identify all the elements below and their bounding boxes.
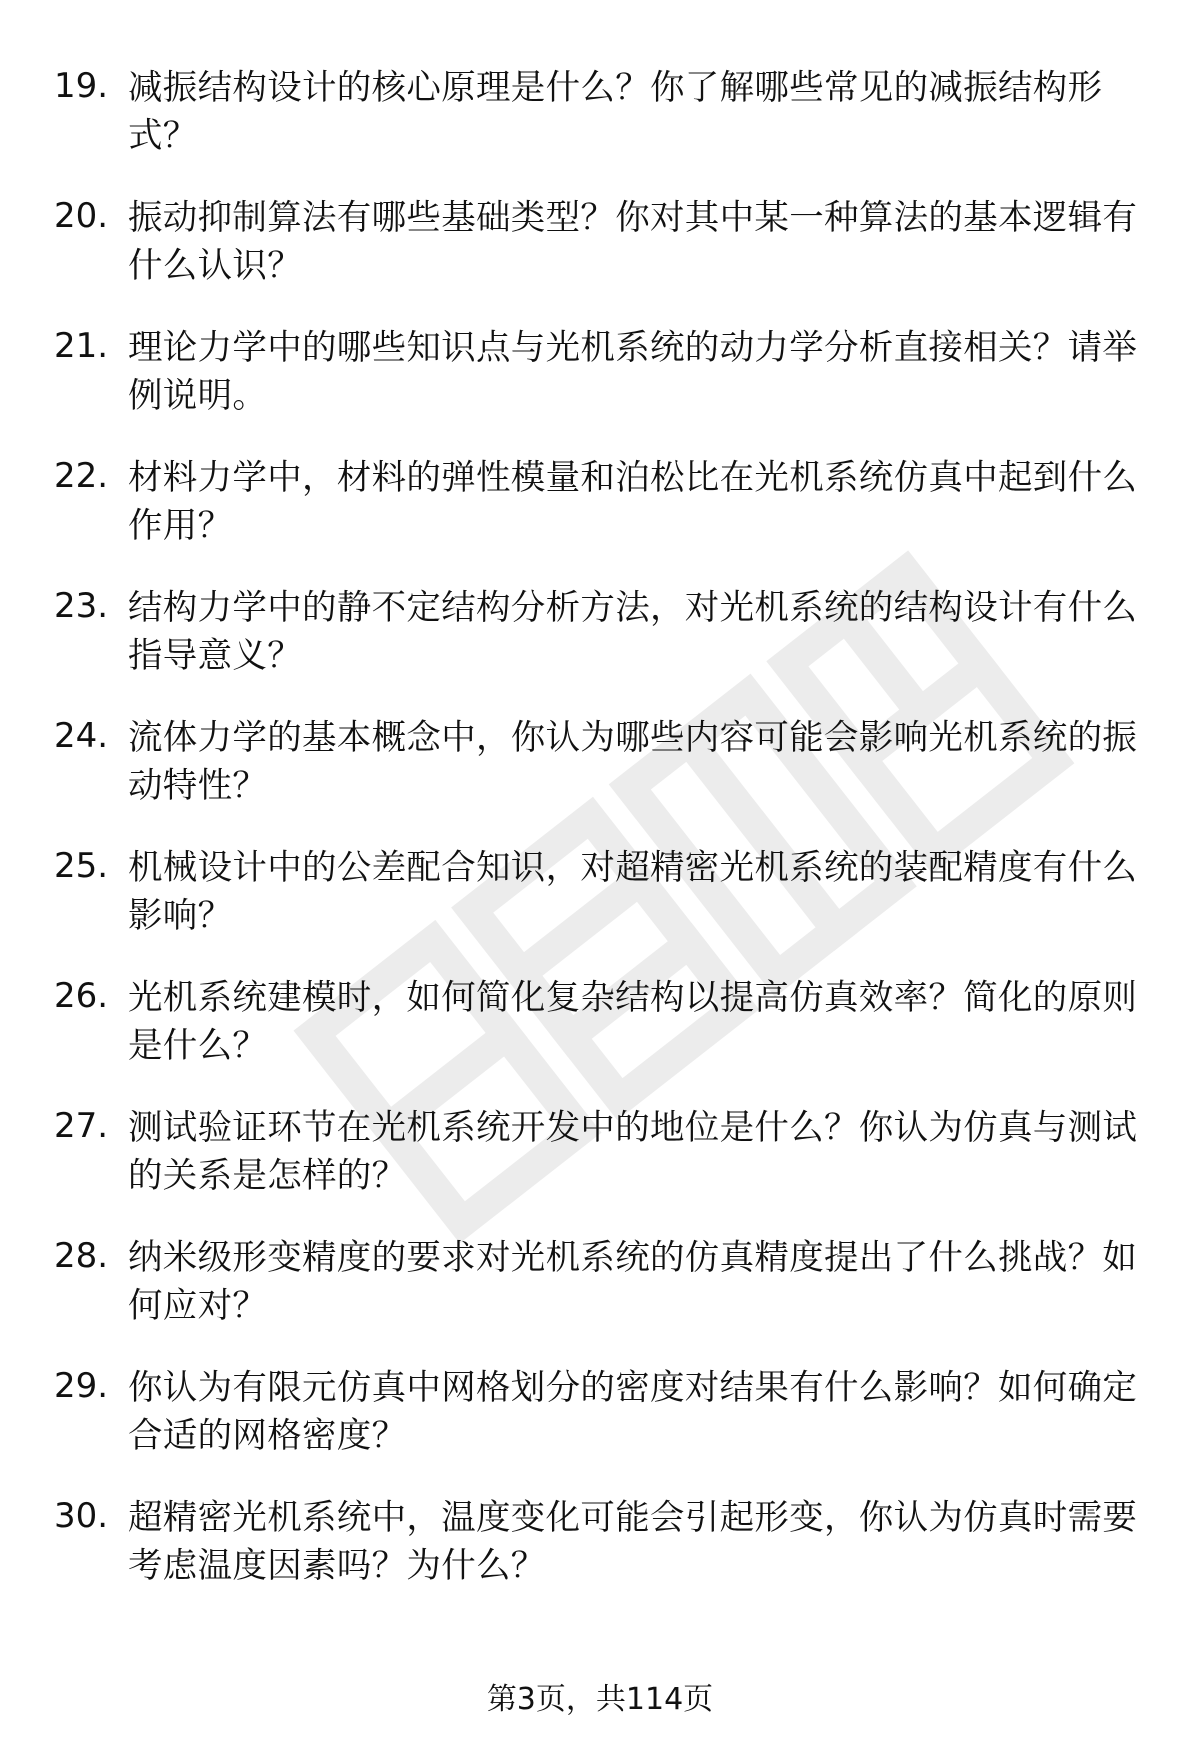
question-item [0, 1360, 1200, 1490]
question-text: 结构力学中的静不定结构分析方法，对光机系统的结构设计有什么指导意义？ [128, 588, 1138, 676]
question-text: 振动抑制算法有哪些基础类型？你对其中某一种算法的基本逻辑有什么认识？ [128, 198, 1138, 286]
question-number: 28. [54, 1236, 109, 1276]
question-text: 纳米级形变精度的要求对光机系统的仿真精度提出了什么挑战？如何应对？ [128, 1238, 1138, 1326]
question-number: 20. [54, 196, 109, 236]
question-item [0, 1230, 1200, 1360]
question-text: 光机系统建模时，如何简化复杂结构以提高仿真效率？简化的原则是什么？ [128, 978, 1138, 1066]
question-item [0, 60, 1200, 190]
question-item [0, 970, 1200, 1100]
question-text: 你认为有限元仿真中网格划分的密度对结果有什么影响？如何确定合适的网格密度？ [128, 1368, 1138, 1456]
question-item [0, 190, 1200, 320]
page-footer [0, 1680, 1200, 1720]
question-text: 机械设计中的公差配合知识，对超精密光机系统的装配精度有什么影响？ [128, 848, 1138, 936]
question-item [0, 580, 1200, 710]
question-text: 材料力学中，材料的弹性模量和泊松比在光机系统仿真中起到什么作用？ [128, 458, 1138, 546]
page-number-label: 第3页，共114页 [486, 1682, 714, 1717]
question-list [0, 60, 1200, 1620]
question-number: 27. [54, 1106, 109, 1146]
question-number: 23. [54, 586, 109, 626]
question-number: 29. [54, 1366, 109, 1406]
question-item [0, 1100, 1200, 1230]
question-text: 理论力学中的哪些知识点与光机系统的动力学分析直接相关？请举例说明。 [128, 328, 1138, 416]
question-number: 25. [54, 846, 109, 886]
question-number: 26. [54, 976, 109, 1016]
question-number: 22. [54, 456, 109, 496]
question-text: 流体力学的基本概念中，你认为哪些内容可能会影响光机系统的振动特性？ [128, 718, 1138, 806]
question-item [0, 710, 1200, 840]
question-number: 21. [54, 326, 109, 366]
question-item [0, 320, 1200, 450]
question-text: 超精密光机系统中，温度变化可能会引起形变，你认为仿真时需要考虑温度因素吗？为什么？ [128, 1498, 1138, 1586]
question-item [0, 1490, 1200, 1620]
question-text: 测试验证环节在光机系统开发中的地位是什么？你认为仿真与测试的关系是怎样的？ [128, 1108, 1138, 1196]
question-number: 19. [54, 66, 109, 106]
question-text: 减振结构设计的核心原理是什么？你了解哪些常见的减振结构形式？ [128, 68, 1103, 156]
question-item [0, 840, 1200, 970]
question-number: 30. [54, 1496, 109, 1536]
question-number: 24. [54, 716, 109, 756]
question-item [0, 450, 1200, 580]
